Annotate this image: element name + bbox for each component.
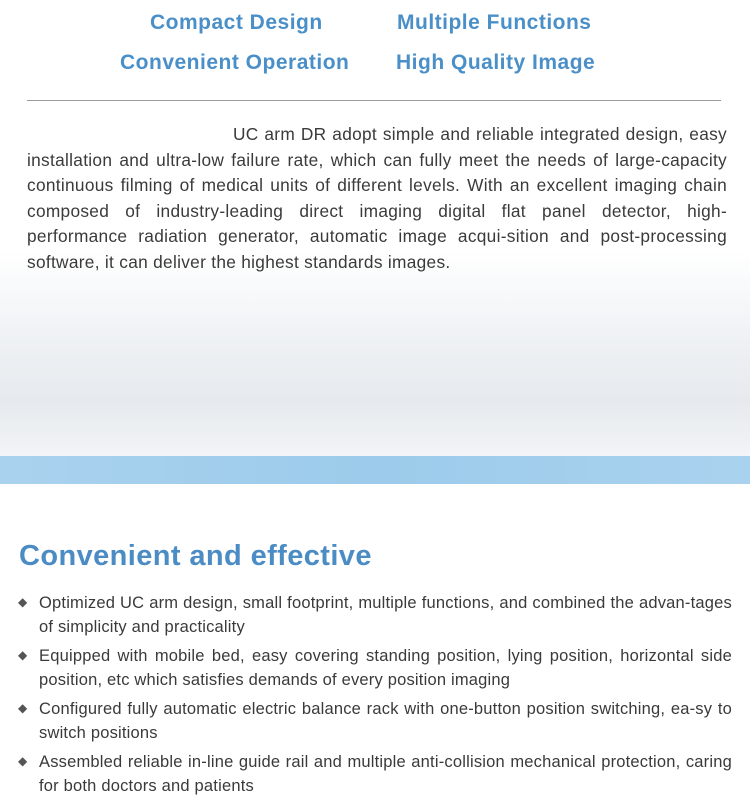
feature-convenient-operation: Convenient Operation [120,51,350,74]
intro-text: UC arm DR adopt simple and reliable integrated design, easy installation and ultra-low failure rate, which can fully meet the needs of large-capacity continuous filming of medical units of different levels. With an excellent imaging chain composed of industry-leading direct imaging digital flat panel detector, high-performance radiation generator, automatic image acqui-sition and post-processing software, it can deliver the highest standards images. [27,124,727,272]
divider [27,100,721,101]
list-item [18,592,732,639]
list-item-text: Configured fully automatic electric balance rack with one-button position switching, ea-sy to switch positions [39,700,732,742]
intro-paragraph [27,122,727,275]
list-item [18,751,732,798]
feature-compact-design: Compact Design [150,11,323,34]
feature-high-quality-image: High Quality Image [396,51,596,74]
diamond-icon: ◆ [18,648,28,662]
feature-multiple-functions: Multiple Functions [397,11,592,34]
list-item-text: Assembled reliable in-line guide rail and multiple anti-collision mechanical protection, caring for both doctors and patients [39,753,732,795]
diamond-icon: ◆ [18,754,28,768]
diamond-icon: ◆ [18,701,28,715]
diamond-icon: ◆ [18,595,28,609]
list-item-text: Equipped with mobile bed, easy covering standing position, lying position, horizontal side position, etc which satisfies demands of every position imaging [39,647,732,689]
blue-band [0,456,750,484]
section-title: Convenient and effective [19,540,372,572]
list-item [18,645,732,692]
bullet-list [18,592,732,804]
list-item-text: Optimized UC arm design, small footprint, multiple functions, and combined the advan-tages of simplicity and practicality [39,594,732,636]
intro-indent [27,139,233,140]
list-item [18,698,732,745]
